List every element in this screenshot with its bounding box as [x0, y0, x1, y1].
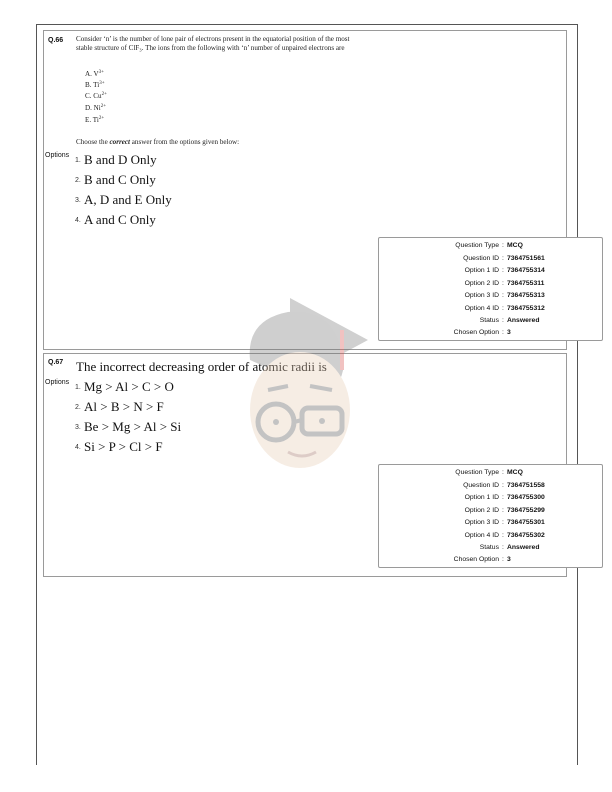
option-number-1: 1.	[75, 157, 81, 164]
meta-question-id: Question ID : 7364751561	[463, 254, 545, 262]
meta-option-3-id: Option 3 ID : 7364755301	[464, 519, 545, 526]
option-number-2: 2.	[75, 177, 81, 184]
meta-question-id: Question ID : 7364751558	[463, 481, 545, 489]
option-3[interactable]: A, D and E Only	[84, 192, 172, 207]
option-number-3: 3.	[75, 197, 81, 204]
question-meta-panel	[378, 237, 603, 341]
sub-option-b: B. $Ti^{3+}$	[85, 81, 105, 89]
question-number: Q.67	[48, 359, 64, 366]
question-number: Q.66	[48, 37, 64, 44]
meta-option-2-id: Option 2 ID : 7364755311	[464, 279, 545, 287]
question-meta-panel	[378, 464, 603, 568]
option-number-1: 1.	[75, 384, 81, 391]
options-label: Options	[45, 152, 70, 159]
meta-question-type: Question Type : MCQ	[455, 469, 523, 476]
meta-option-3-id: Option 3 ID : 7364755313	[464, 292, 545, 299]
option-3[interactable]: Be > Mg > Al > Si	[84, 419, 182, 434]
meta-option-4-id: Option 4 ID : 7364755312	[464, 304, 545, 312]
option-number-4: 4.	[75, 444, 81, 451]
instruction-text: Choose the correct answer from the options given below:	[76, 138, 240, 146]
meta-option-2-id: Option 2 ID : 7364755299	[464, 506, 545, 514]
cartoon-student-play-icon	[228, 290, 388, 490]
meta-status: Status : Answered	[479, 317, 540, 324]
sub-option-c: C. $Cu^{2+}$	[85, 92, 107, 100]
meta-chosen-option: Chosen Option : 3	[453, 329, 511, 336]
sub-option-e: E. $Ti^{2+}$	[85, 116, 105, 124]
option-2[interactable]: B and C Only	[84, 172, 156, 187]
option-number-3: 3.	[75, 424, 81, 431]
meta-status: Status : Answered	[479, 544, 540, 551]
option-number-4: 4.	[75, 217, 81, 224]
question-text-line-2: stable structure of ClF₃. The ions from the following with ‘n’ number of unpaired electrons are	[76, 44, 345, 52]
sub-option-a: A. $V^{3+}$	[85, 70, 104, 78]
options-label: Options	[45, 379, 70, 386]
option-4[interactable]: Si > P > Cl > F	[84, 439, 163, 454]
meta-option-1-id: Option 1 ID : 7364755300	[464, 494, 545, 501]
option-2[interactable]: Al > B > N > F	[84, 399, 164, 414]
meta-question-type: Question Type : MCQ	[455, 242, 523, 249]
meta-option-4-id: Option 4 ID : 7364755302	[464, 531, 545, 539]
meta-option-1-id: Option 1 ID : 7364755314	[464, 267, 545, 274]
option-1[interactable]: Mg > Al > C > O	[84, 379, 174, 394]
option-1[interactable]: B and D Only	[84, 152, 157, 167]
option-number-2: 2.	[75, 404, 81, 411]
question-text-line-1: Consider ‘n’ is the number of lone pair of electrons present in the equatorial position of the most	[76, 35, 350, 43]
sub-option-d: D. $Ni^{2+}$	[85, 104, 107, 112]
option-4[interactable]: A and C Only	[84, 212, 156, 227]
meta-chosen-option: Chosen Option : 3	[453, 556, 511, 563]
question-text: The incorrect decreasing order of atomic radii is	[76, 359, 327, 374]
